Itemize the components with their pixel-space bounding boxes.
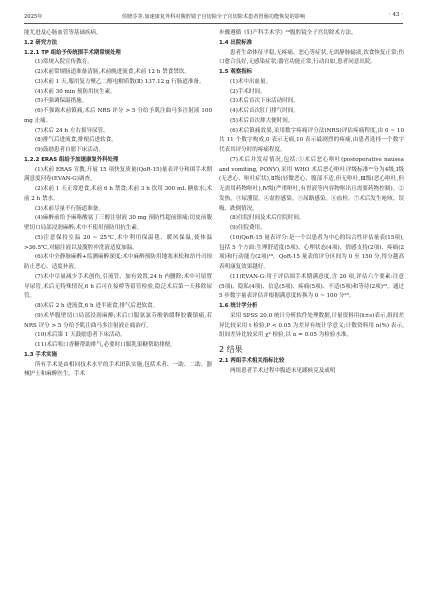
paragraph: 能尤进及心肠血管等基础疾病。	[24, 30, 102, 36]
running-title: 侯晓芬等.加速康复外科对腹腔镜子宫切除全子宫切除术患者胃肠功能恢复的影响	[121, 14, 306, 20]
paragraph: (6)术后镇痛效果,采用数字疼痛评分法(NRS)评估疼痛程度,由 0 ~ 10 共 11 个数字构成,0 表示无痛,10 表示最剧烈的疼痛,由患者选择一个数字代表其评分时的疼痛程度。	[219, 127, 404, 153]
paragraph: (4)术后首次肛门排气时间。	[230, 108, 299, 114]
section-heading: 1.6 统计学分析	[219, 303, 258, 309]
paragraph: (6)术中全静脉麻醉+监测麻醉深度;术中麻醉预防用地塞米松和昂丹司琼防止恶心、适度补液。	[24, 254, 212, 270]
paragraph: (1)常规入院宣传教育。	[35, 59, 93, 66]
paragraph: 所有手术是由相同技术水平的手术团队实施,包括术者、一助、二助、器械护士和麻醉医生。手术	[24, 361, 212, 378]
paragraph: (8)排气后进流食,排便后进软食。	[35, 137, 117, 144]
section-heading: 1.5 观察指标	[219, 69, 252, 75]
paragraph: (5)不强调保温措施。	[35, 98, 88, 105]
paragraph: (2)术前 1 天正常进食,术前 6 h 禁食;术前 3 h 饮用 300 mL 糖盐水;术前 2 h 禁水。	[24, 186, 212, 202]
section-heading: 1.2 研究方法	[24, 39, 57, 46]
paragraph: (1)术中出血量。	[230, 78, 272, 85]
paragraph: (3)术前尽量不行肠道准备。	[35, 205, 104, 212]
section-heading: 2.1 两组手术相关指标比较	[219, 358, 285, 364]
paragraph: (11)术后咀口香糖帮助排气,必要时口服乳果糖帮助排便。	[35, 342, 176, 348]
left-column	[24, 29, 212, 380]
paragraph: 两组患者手术过程中腹道未见蹊候克及或明	[230, 367, 336, 374]
journal-year: 2025年	[24, 14, 43, 20]
paragraph: (8)术后 2 h 进流食,6 h 进半流食,排气后进软食。	[35, 303, 159, 309]
paragraph: (7)术后并发症情况,包括:①术后恶心呕吐(postoperative nausea and vomiting, PONV),采用 WHO 术后恶心呕吐评级标准²¹分为4级,Ⅰ级(无恶心、呕吐症状),Ⅱ级(轻微恶心、腹部不适,但无呕吐,Ⅲ级(恶心呕吐,但无需用药物呕吐),Ⅳ级(严重呕吐,有胃液等内容物呕出且需要药物控制)。②发热。③尿潴留。④盆腔感染。⑤尿路感染。⑥血栓。⑦术后发生呛咳、误吸、跌倒情况。	[219, 156, 404, 212]
paragraph: (9)鼓励患者自愿下床活动。	[35, 147, 104, 153]
paragraph: (6)不强调术前镇痛,术后 NRS 评分 > 5 分给予肌注曲马多注射液 100 mg 止痛。	[24, 108, 212, 124]
paragraph: (11)EVAN-G:用于评估围手术期满意度,含 26 项,评估六个要素:注意(5项)、隐私(4项)、信息(5项)、疼痛(5项)、不适(5项)和等待(2项)²²。通过 5 步数字量表评估并根据满意度转换为 0 ~ 100 分²³。	[219, 273, 404, 300]
paragraph: (7)术后 24 h 左右拔导尿管。	[35, 127, 109, 134]
paragraph: (4)术前 30 min 预防用抗生素。	[35, 88, 116, 95]
paragraph: (4)麻醉前给予麻咯酸氨丁三醇注射液 30 mg 预防性超前镇痛;切皮前腹壁切口局部浸润麻醉;术中不使用预防用抗生素。	[24, 215, 212, 231]
paragraph: (10)术后第 1 天鼓励患者下床活动。	[35, 332, 126, 339]
paragraph: (9)住院费用。	[230, 225, 266, 231]
paragraph: (8)住院时间及术后住院时间。	[230, 215, 305, 222]
paragraph: (3)术前 1 天,服用复方聚乙二醇电解质散(Ⅱ) 137.12 g 行肠道准备。	[35, 78, 205, 85]
paragraph: 采用 SPSS 20.0 统计分析软件处理数据,计量资料用(x̄±s)表示,组间差异比较采用 t 检验,P < 0.05 为差异有统计学意义;计数资料用 n(%) 表示,组间差异比较采用 χ² 检验,以 α = 0.05 为检验水准。	[219, 312, 404, 339]
paragraph: (9)术毕腹壁切口局部浸润麻醉;术后口服氨氯芬酚钠缓释胶囊镇痛,若 NRS 评分 > 5 分给予肌注曲马多注射液止痛治疗。	[24, 312, 212, 329]
section-heading: 1.3 手术实施	[24, 351, 57, 358]
paragraph: (3)术后首次下床活动时间。	[230, 98, 299, 105]
section-heading: 1.2.2 ERAS 组给予加速康复外科处理	[24, 156, 119, 163]
header-rule	[24, 23, 403, 24]
paragraph: (5)注意保持室温 20 ~ 25℃,术中利用保温毯、暖风保温,使体温>36.5℃,对输注液以及腹腔冲洗液适度加温。	[24, 234, 212, 251]
section-heading: 1.4 出院标准	[219, 39, 252, 46]
paragraph: (10)QoR-15 量表评分:是一个以患者为中心的综合性评估量表(15项),包括 5 个方面:生理舒适度(5项)、心理状态(4项)、情感支持(2项)、疼痛(2项)和行动能力(2项)¹⁹。QoR-15 量表的评分区间为 0 至 150 分,得分越高表明康复效果越好。	[219, 234, 404, 270]
paragraph: 患者生命体征平稳,无疼痛、恶心等症状,无需静脉输液,饮食恢复正常;伤口愈合良好,无感染症状;器官功能正常,行动自如,患者同意出院。	[219, 49, 404, 66]
page-header	[24, 10, 403, 22]
paragraph: (2)术前常规肠道准备清肠,术前晚进流食,术前 12 h 禁食禁饮。	[35, 69, 190, 75]
paragraph: (7)术中尽量减少手术创伤,引流管、加有效置,24 h 内删除;术中可留置导尿管,术后无特殊情况,6 h 后可在接桥等留管检验,隐泛术后第一天移除尿管。	[24, 273, 212, 300]
page-number: · 43 ·	[388, 12, 403, 18]
paragraph: 步骤遵循《妇产科手术学》²⁰腹腔镜全子宫切除术方法。	[219, 30, 357, 36]
paragraph: (1)术前 ERAS 宣教,开展 15 项快复质量(QoR-15)量表评分和围手术期满意度问卷(EVAN-G)调查。	[24, 166, 212, 183]
paragraph: (2)手术时间。	[230, 88, 266, 95]
paragraph: (5)术后首次排大便时间。	[230, 117, 294, 124]
section-heading: 2 结果	[219, 345, 243, 354]
section-heading: 1.2.1 TP 组给予传统围手术期常规处理	[24, 49, 121, 56]
right-column	[219, 29, 404, 377]
